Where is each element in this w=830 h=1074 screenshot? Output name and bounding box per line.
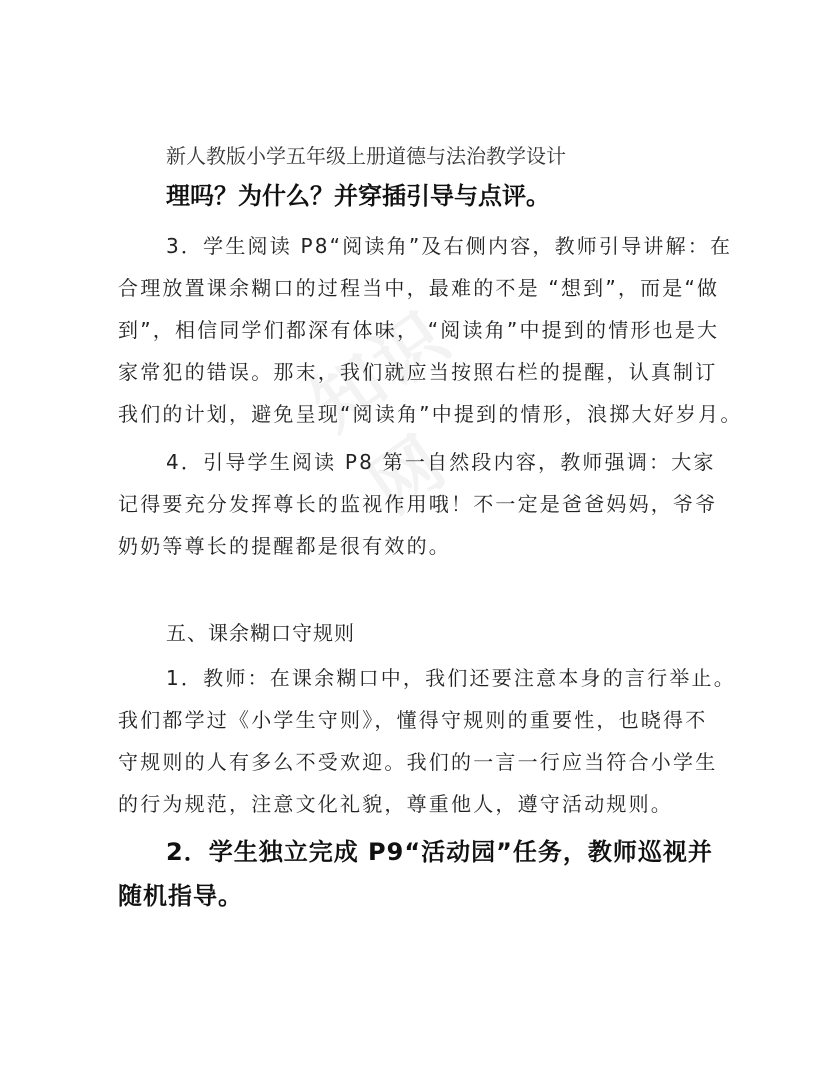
- paragraph-line: 4．引导学生阅读 P8 第一自然段内容，教师强调：大家: [166, 450, 716, 474]
- page-header: 新人教版小学五年级上册道德与法治教学设计: [166, 144, 566, 168]
- section-heading: 五、课余糊口守规则: [166, 621, 355, 645]
- paragraph-line: 记得要充分发挥尊长的监视作用哦！不一定是爸爸妈妈，爷爷: [118, 492, 718, 516]
- paragraph-line: 我们的计划，避免呈现“阅读角”中提到的情形，浪掷大好岁月。: [118, 402, 743, 426]
- paragraph-line: 随机指导。: [118, 882, 243, 910]
- paragraph-line: 家常犯的错误。那末，我们就应当按照右栏的提醒，认真制订: [118, 360, 718, 384]
- paragraph-line: 3．学生阅读 P8“阅读角”及右侧内容，教师引导讲解：在: [166, 234, 733, 258]
- paragraph-line: 奶奶等尊长的提醒都是很有效的。: [118, 534, 451, 558]
- paragraph-line: 2．学生独立完成 P9“活动园”任务，教师巡视并: [166, 838, 713, 866]
- paragraph-line: 合理放置课余糊口的过程当中，最难的不是 “想到”，而是“做: [118, 276, 720, 300]
- watermark-stamp: 知识网: [296, 293, 465, 530]
- paragraph-line: 到”，相信同学们都深有体味， “阅读角”中提到的情形也是大: [118, 318, 720, 342]
- paragraph-line: 我们都学过《小学生守则》，懂得守规则的重要性，也晓得不: [118, 708, 708, 732]
- paragraph-line: 理吗？为什么？并穿插引导与点评。: [166, 182, 550, 210]
- paragraph-line: 1．教师：在课余糊口中，我们还要注意本身的言行举止。: [166, 666, 736, 690]
- paragraph-line: 守规则的人有多么不受欢迎。我们的一言一行应当符合小学生: [118, 750, 718, 774]
- paragraph-line: 的行为规范，注意文化礼貌，尊重他人，遵守活动规则。: [118, 792, 673, 816]
